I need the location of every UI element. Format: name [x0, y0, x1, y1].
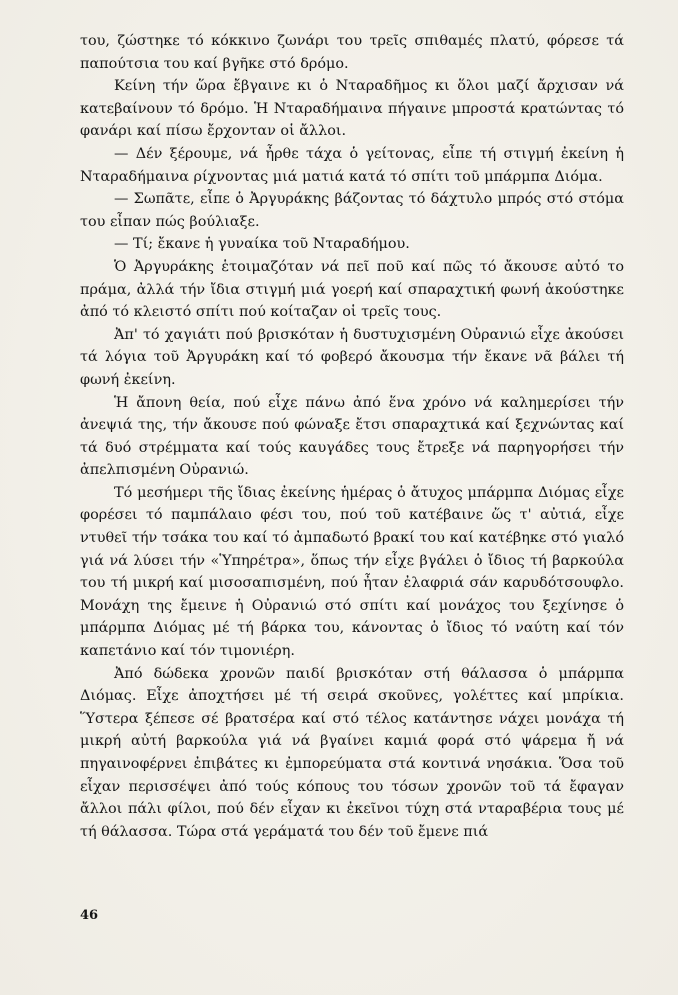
paragraph-3: — Δέν ξέρουμε, νά ἦρθε τάχα ὁ γείτονας, εἶπε τή στιγμή ἐκείνη ἡ Νταραδήμαινα ρίχνοντας μιά ματιά κατά τό σπίτι τοῦ μπάρμπα Διόμα. [80, 145, 624, 185]
paragraph-1: του, ζώστηκε τό κόκκινο ζωνάρι του τρεῖς σπιθαμές πλατύ, φόρεσε τά παπούτσια του καί βγῆκε στό δρόμο. [80, 33, 624, 72]
paragraph-7: Ἀπ' τό χαγιάτι πού βρισκόταν ἡ δυστυχισμένη Οὐρανιώ εἶχε ἀκούσει τά λόγια τοῦ Ἀργυράκη καί τό φοβερό ἄκουσμα τήν ἔκανε νᾶ βάλει τή φωνή ἐκείνη. [80, 326, 624, 388]
paragraph-8: Ἡ ἄπονη θεία, πού εἶχε πάνω ἀπό ἕνα χρόνο νά καλημερίσει τήν ἀνεψιά της, τήν ἄκουσε πού φώναξε ἔτσι σπαραχτικά καί ξεχνώντας καί τά δυό στρέμματα καί τούς καυγάδες τους ἔτρεξε νά παρηγορήσει τήν ἀπελπισμένη Οὐρανιώ. [80, 394, 624, 479]
paragraph-4: — Σωπᾶτε, εἶπε ὁ Ἀργυράκης βάζοντας τό δάχτυλο μπρός στό στόμα του εἶπαν πώς βούλιαξε. [80, 191, 624, 230]
paragraph-9: Τό μεσήμερι τῆς ἴδιας ἐκείνης ἡμέρας ὁ ἄτυχος μπάρμπα Διόμας εἶχε φορέσει τό παμπάλαιο φέσι του, πού τοῦ κατέβαινε ὥς τ' αὐτιά, εἶχε ντυθεῖ τήν τσάκα του καί τό ἀμπαδωτό βρακί του καί κατέβηκε στό γιαλό γιά νά λύσει τήν «Ὑπηρέτρα», ὅπως τήν εἶχε βγάλει ὁ ἴδιος τή βαρκούλα του τή μικρή καί μισοσαπισμένη, πού ἦταν ἐλαφριά σάν καρυδότσουφλο. Μονάχη της ἔμεινε ἡ Οὐρανιώ στό σπίτι καί μονάχος του ξεχίνησε ὁ μπάρμπα Διόμας μέ τή βάρκα του, κάνοντας ὁ ἴδιος τό ναύτη καί τόν καπετάνιο καί τόν τιμονιέρη. [80, 484, 624, 660]
paragraph-10: Ἀπό δώδεκα χρονῶν παιδί βρισκόταν στή θάλασσα ὁ μπάρμπα Διόμας. Εἶχε ἀποχτήσει μέ τή σειρά σκοῦνες, γολέττες καί μπρίκια. Ὕστερα ξέπεσε σέ βρατσέρα καί στό τέλος κατάντησε νάχει μονάχα τή μικρή αὐτή βαρκούλα γιά νά βγαίνει καμιά φορά στό ψάρεμα ἤ νά πηγαινοφέρνει ἐπιβάτες κι ἐμπορεύματα στά κοντινά νησάκια. Ὅσα τοῦ εἶχαν περισσέψει ἀπό τούς κόπους του τόσων χρονῶν τοῦ τά ἔφαγαν ἄλλοι πάλι φίλοι, πού δέν εἶχαν κι ἐκεῖνοι τύχη στά νταραβέρια τους μέ τή θάλασσα. Τώρα στά γεράματά του δέν τοῦ ἔμενε πιά [80, 665, 624, 840]
paragraph-5: — Τί; ἔκανε ἡ γυναίκα τοῦ Νταραδήμου. [114, 236, 410, 253]
page-number: 46 [80, 908, 99, 923]
paragraph-6: Ὁ Ἀργυράκης ἑτοιμαζόταν νά πεῖ ποῦ καί πῶς τό ἄκουσε αὐτό το πράμα, ἀλλά τήν ἴδια στιγμή μιά γοερή καί σπαραχτική φωνή ἀκούστηκε ἀπό τό κλειστό σπίτι πού κοίταζαν οἱ τρεῖς τους. [80, 258, 624, 321]
paragraph-2: Κείνη τήν ὥρα ἔβγαινε κι ὁ Νταραδῆμος κι ὅλοι μαζί ἄρχισαν νά κατεβαίνουν τό δρόμο. Ἡ Νταραδήμαινα πήγαινε μπροστά κρατώντας τό φανάρι καί πίσω ἔρχονταν οἱ ἄλλοι. [80, 78, 624, 140]
body-text [80, 30, 624, 843]
